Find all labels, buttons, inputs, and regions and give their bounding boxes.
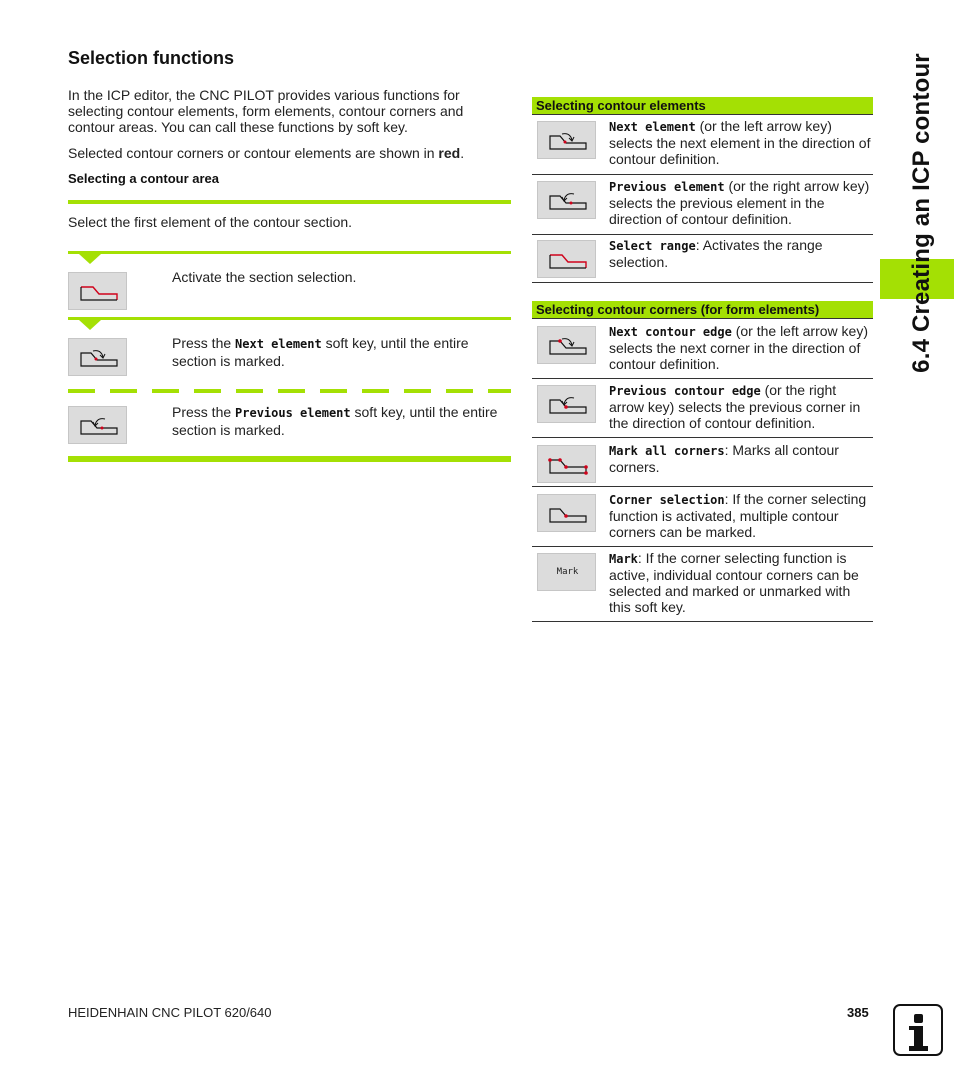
step-previous-text bbox=[172, 404, 512, 439]
corner-selection-softkey-icon[interactable] bbox=[537, 494, 596, 532]
row-text: (or the right arrow key) selects the previous corner in the direction of contour definition. bbox=[609, 382, 861, 431]
row-text: : Marks all contour corners. bbox=[609, 442, 839, 475]
table-line bbox=[532, 621, 873, 622]
chapter-side-title bbox=[897, 40, 947, 385]
procedure-top-bar bbox=[68, 200, 511, 204]
table-row-corner-selection bbox=[609, 491, 871, 540]
step-previous-key: Previous element bbox=[235, 406, 351, 420]
row-key: Previous contour edge bbox=[609, 384, 761, 398]
table-line bbox=[532, 174, 873, 175]
red-note-after: . bbox=[460, 145, 465, 161]
row-key: Select range bbox=[609, 239, 696, 253]
procedure-heading: Selecting a contour area bbox=[68, 171, 219, 186]
table-row-previous-element bbox=[609, 178, 871, 227]
next-contour-edge-softkey-icon[interactable] bbox=[537, 326, 596, 364]
row-text: (or the left arrow key) selects the next element in the direction of contour definition. bbox=[609, 118, 871, 167]
mark-all-corners-softkey-icon[interactable] bbox=[537, 445, 596, 483]
procedure-bottom-bar bbox=[68, 456, 511, 462]
section-title: Selection functions bbox=[68, 48, 235, 68]
step-dashed-divider bbox=[68, 389, 511, 393]
mark-softkey-label: Mark bbox=[556, 567, 579, 577]
step-next-before: Press the bbox=[172, 335, 236, 351]
table-row-mark-all-corners bbox=[609, 442, 871, 475]
step-divider bbox=[68, 251, 511, 254]
row-key: Mark all corners bbox=[609, 444, 725, 458]
table-line bbox=[532, 437, 873, 438]
intro-paragraph: In the ICP editor, the CNC PILOT provides various functions for selecting contour elements, form elements, contour corners and contour areas. You can call these functions by soft key. bbox=[68, 87, 464, 135]
step-divider bbox=[68, 317, 511, 320]
red-note bbox=[68, 145, 498, 161]
procedure-first-step: Select the first element of the contour section. bbox=[68, 214, 353, 230]
row-text: : Activates the range selection. bbox=[609, 237, 823, 270]
table-row-select-range bbox=[609, 237, 871, 270]
info-icon-stem bbox=[914, 1026, 923, 1046]
footer-page-number: 385 bbox=[847, 1005, 869, 1020]
step-arrow-icon bbox=[79, 254, 101, 264]
table-line bbox=[532, 234, 873, 235]
table-row-next-element bbox=[609, 118, 871, 167]
red-note-before: Selected contour corners or contour elements are shown in bbox=[68, 145, 439, 161]
next-element-softkey-icon[interactable] bbox=[537, 121, 596, 159]
table-elements-heading: Selecting contour elements bbox=[532, 97, 873, 114]
step-arrow-icon bbox=[79, 320, 101, 330]
step-activate-text: Activate the section selection. bbox=[172, 269, 357, 285]
table-line bbox=[532, 378, 873, 379]
footer-product: HEIDENHAIN CNC PILOT 620/640 bbox=[68, 1005, 272, 1020]
row-key: Corner selection bbox=[609, 493, 725, 507]
row-key: Next element bbox=[609, 120, 696, 134]
table-line bbox=[532, 318, 873, 319]
row-key: Mark bbox=[609, 552, 638, 566]
table-line bbox=[532, 282, 873, 283]
row-text: (or the right arrow key) selects the previous element in the direction of contour definition. bbox=[609, 178, 870, 227]
table-line bbox=[532, 114, 873, 115]
previous-element-softkey-icon[interactable] bbox=[537, 181, 596, 219]
row-key: Previous element bbox=[609, 180, 725, 194]
row-text: (or the left arrow key) selects the next corner in the direction of contour definition. bbox=[609, 323, 868, 372]
chapter-side-title-text: 6.4 Creating an ICP contour bbox=[908, 52, 935, 373]
mark-softkey[interactable] bbox=[537, 553, 596, 591]
step-next-text bbox=[172, 335, 512, 370]
row-key: Next contour edge bbox=[609, 325, 732, 339]
step-next-key: Next element bbox=[235, 337, 322, 351]
table-row-mark bbox=[609, 550, 871, 615]
info-icon bbox=[893, 1004, 943, 1056]
table-line bbox=[532, 546, 873, 547]
next-element-softkey-icon[interactable] bbox=[68, 338, 127, 376]
table-corners-heading: Selecting contour corners (for form elements) bbox=[532, 301, 873, 318]
step-next-after: soft key, until the entire section is marked. bbox=[172, 335, 469, 369]
row-text: : If the corner selecting function is activated, multiple contour corners can be marked. bbox=[609, 491, 867, 540]
table-row-next-contour-edge bbox=[609, 323, 871, 372]
step-previous-after: soft key, until the entire section is marked. bbox=[172, 404, 498, 438]
table-row-previous-contour-edge bbox=[609, 382, 871, 431]
table-line bbox=[532, 486, 873, 487]
row-text: : If the corner selecting function is active, individual contour corners can be selected and marked or unmarked with this soft key. bbox=[609, 550, 859, 615]
previous-element-softkey-icon[interactable] bbox=[68, 406, 127, 444]
select-range-softkey-icon[interactable] bbox=[537, 240, 596, 278]
red-note-bold: red bbox=[438, 145, 461, 161]
step-previous-before: Press the bbox=[172, 404, 236, 420]
info-icon-dot bbox=[914, 1014, 923, 1023]
select-range-softkey-icon[interactable] bbox=[68, 272, 127, 310]
previous-contour-edge-softkey-icon[interactable] bbox=[537, 385, 596, 423]
info-icon-base bbox=[909, 1046, 928, 1051]
